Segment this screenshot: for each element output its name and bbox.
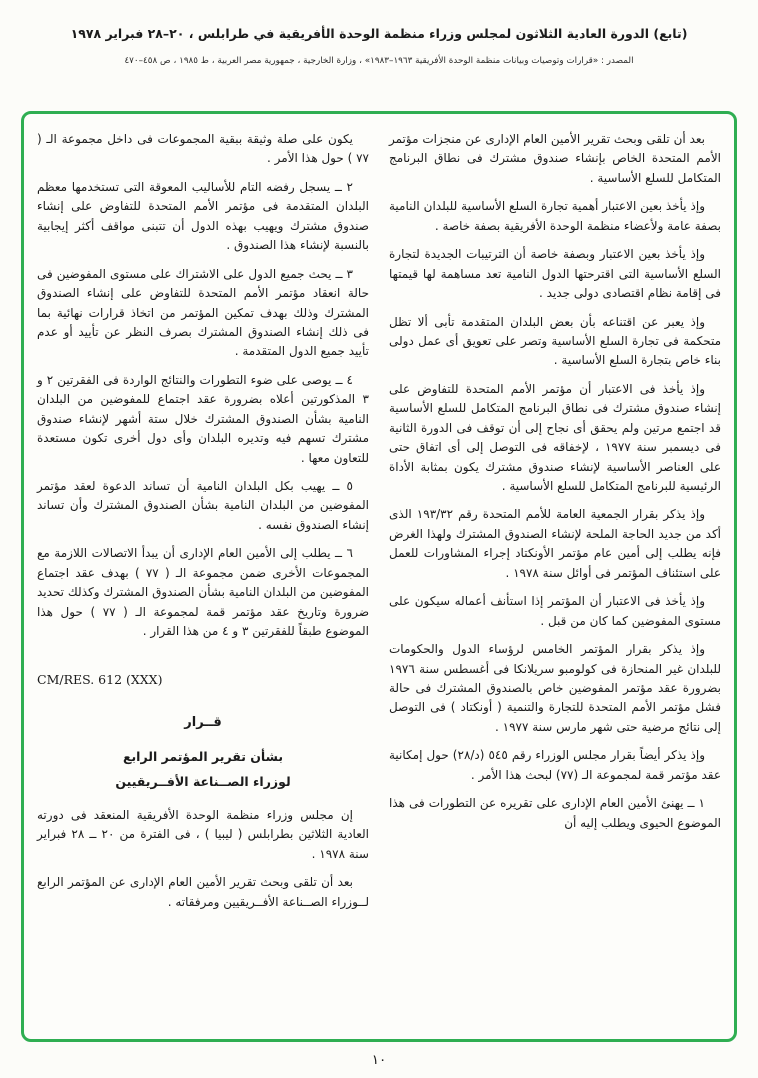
document-title: (تابع) الدورة العادية الثلاثون لمجلس وزراء منظمة الوحدة الأفريقية في طرابلس ، ٢٠–٢٨ فبراير ١٩٧٨ — [70, 26, 688, 41]
paragraph: وإذ يعبر عن اقتناعه بأن بعض البلدان المتقدمة تأبى ألا تظل متحكمة فى تجارة السلع الأساسية وتصر على تعويق أى عمل دولى بناء خاص بتجارة السلع الأساسية . — [389, 314, 721, 368]
page-number: ١٠ — [371, 1052, 387, 1068]
paragraph: ٦ ــ يطلب إلى الأمين العام الإدارى أن يبدأ الاتصالات اللازمة مع المجموعات الأخرى ضمن مجموعة الـ ( ٧٧ ) بهدف عقد اجتماع المفوضين من البلدان النامية بشأن الصندوق المشترك وكذلك تحديد ضرورة وتاريخ عقد مؤتمر قمة لمجموعة الـ ( ٧٧ ) حول هذا الموضوع طبقاً للفقرتين ٣ و ٤ من هذا القرار . — [37, 546, 370, 639]
two-column-layout — [37, 130, 721, 1027]
paragraph: ٤ ــ يوصى على ضوء التطورات والنتائج الواردة فى الفقرتين ٢ و ٣ المذكورتين أعلاه بضرورة عقد اجتماع للمفوضين من البلدان النامية بشأن الصندوق المشترك خلال ستة أشهر لإنشاء صندوق مشترك تسهم فيه وتديره البلدان وأى دول أخرى تكون مستعدة للتعاون معها . — [37, 372, 369, 465]
paragraph: وإذ يأخذ بعين الاعتبار وبصفة خاصة أن الترتيبات الجديدة لتجارة السلع الأساسية التى اقترحتها الدول النامية تعد مساهمة لها قيمتها فى إقامة نظام اقتصادى دولى جديد . — [389, 247, 721, 301]
resolution-code: CM/RES. 612 (XXX) — [37, 671, 163, 687]
paragraph: وإذ يذكر بقرار الجمعية العامة للأمم المتحدة رقم ١٩٣/٣٢ الذى أكد من جديد الحاجة الملحة لإنشاء الصندوق المشترك ولهذا الغرض فإنه يطلب إلى أمين عام مؤتمر الأونكتاد إجراء المشاورات للعمل على استئناف المؤتمر فى أوائل سنة ١٩٧٨ . — [389, 507, 721, 580]
paragraph: ٢ ــ يسجل رفضه التام للأساليب المعوقة التى تستخدمها معظم البلدان المتقدمة فى مؤتمر الأمم المتحدة للتفاوض على إنشاء صندوق مشترك ويهيب بهذه الدول أن تتبنى مواقف أكثر إيجابية بالنسبة لإنشاء هذا الصندوق . — [37, 179, 369, 253]
paragraph: ٥ ــ يهيب بكل البلدان النامية أن تساند الدعوة لعقد مؤتمر المفوضين من البلدان النامية بشأن الصندوق المشترك وأن تساند إنشاء الصندوق نفسه . — [37, 479, 369, 532]
document-header — [0, 0, 758, 66]
paragraph: يكون على صلة وثيقة ببقية المجموعات فى داخل مجموعة الـ ( ٧٧ ) حول هذا الأمر . — [37, 132, 369, 166]
paragraph: وإذ يذكر بقرار المؤتمر الخامس لرؤساء الدول والحكومات للبلدان غير المنحازة فى كولومبو سريلانكا فى أغسطس سنة ١٩٧٦ بضرورة عقد مؤتمر المفوضين خاص بالصندوق المشترك فى حالة فشل مؤتمر الأمم المتحدة للتجارة والتنمية ( أونكتاد ) فى التوصل إلى نتائج مرضية حتى شهر مارس سنة ١٩٧٧ . — [389, 642, 721, 734]
paragraph: وإذ يأخذ بعين الاعتبار أهمية تجارة السلع الأساسية للبلدان النامية بصفة عامة ولأعضاء منظمة الوحدة الأفريقية بصفة خاصة . — [389, 199, 721, 233]
paragraph: بعد أن تلقى وبحث تقرير الأمين العام الإدارى عن المؤتمر الرابع لــوزراء الصــناعة الأفــريقيين ومرفقاته . — [37, 875, 369, 909]
paragraph: إن مجلس وزراء منظمة الوحدة الأفريقية المنعقد فى دورته العادية الثلاثين بطرابلس ( ليبيا ) ، فى الفترة من ٢٠ ــ ٢٨ فبراير سنة ١٩٧٨ . — [37, 807, 369, 861]
source-line: المصدر : «قرارات وتوصيات وبيانات منظمة الوحدة الأفريقية ١٩٦٣–١٩٨٣» ، وزارة الخارجية ، جمهورية مصر العربية ، ط ١٩٨٥ ، ص ٤٥٨–٤٧٠ — [124, 56, 634, 66]
paragraph: ٣ ــ يحث جميع الدول على الاشتراك على مستوى المفوضين فى حالة انعقاد مؤتمر الأمم المتحدة للتفاوض على إنشاء الصندوق المشترك وذلك بهدف تمكين المؤتمر من اتخاذ قرارات نهائية بما فى ذلك إنشاء الصندوق المشترك بصرف النظر عن تأييد أو عدم تأييد جميع الدول المتقدمة . — [37, 266, 369, 359]
paragraph: بعد أن تلقى وبحث تقرير الأمين العام الإدارى عن منجزات مؤتمر الأمم المتحدة الخاص بإنشاء صندوق مشترك فى نطاق البرنامج المتكامل للسلع الأساسية . — [389, 132, 721, 185]
paragraph: وإذ يأخذ فى الاعتبار أن المؤتمر إذا استأنف أعماله سيكون على مستوى المفوضين كما كان من قبل . — [389, 594, 721, 628]
page-footer — [0, 1052, 758, 1068]
paragraph: وإذ يأخذ فى الاعتبار أن مؤتمر الأمم المتحدة للتفاوض على إنشاء صندوق مشترك فى نطاق البرنامج المتكامل للسلع الأساسية قد اجتمع مرتين ولم يحقق أى نجاح إلى أن توقف فى الدورة الثانية فى ديسمبر سنة ١٩٧٧ ، لإخفاقه فى التوصل إلى أى اتفاق حتى على العناصر الأساسية لإنشاء صندوق مشترك يكون بمثابة الأداة الرئيسية للبرنامج المتكامل للسلع الأساسية . — [389, 381, 722, 493]
paragraph: وإذ يذكر أيضاً بقرار مجلس الوزراء رقم ٥٤٥ (د/٢٨) حول إمكانية عقد مؤتمر قمة لمجموعة الـ (٧٧) لبحث هذا الأمر . — [389, 748, 721, 782]
column-right — [389, 130, 721, 1027]
content-frame — [21, 111, 737, 1042]
resolution-title: قــرار — [184, 714, 222, 730]
resolution-subtitle-2: لوزراء الصــناعة الأفــريقيين — [115, 773, 291, 789]
resolution-subtitle-1: بشأن تقرير المؤتمر الرابع — [122, 748, 284, 764]
paragraph: ١ ــ يهنئ الأمين العام الإدارى على تقريره عن التطورات فى هذا الموضوع الحيوى ويطلب إليه أن — [389, 796, 721, 830]
column-left — [37, 130, 369, 1027]
